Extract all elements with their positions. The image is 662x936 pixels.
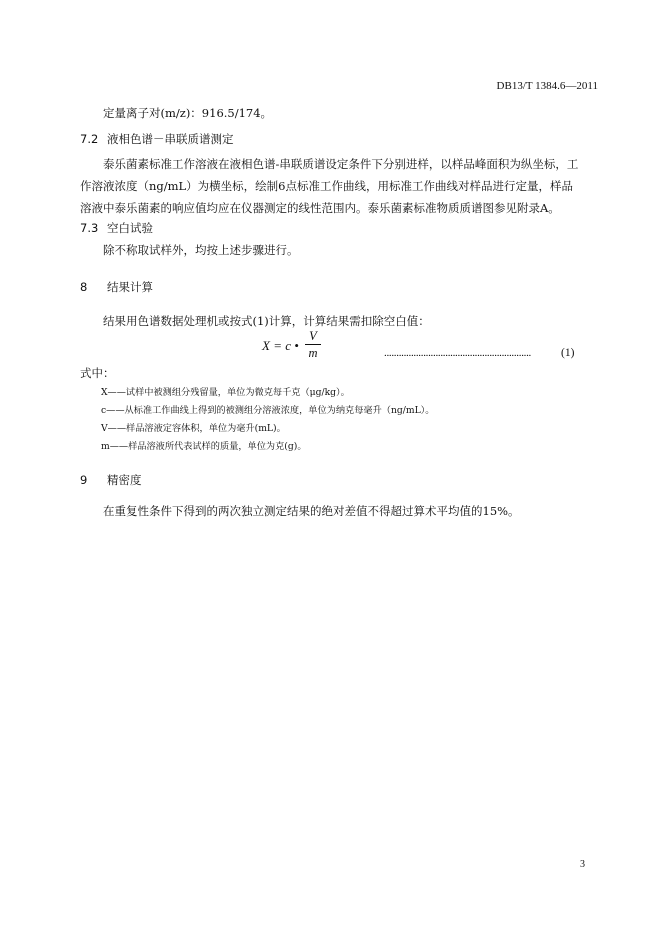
formula-leader-dots: ............................................................	[384, 347, 532, 359]
definition-m: m——样品溶液所代表试样的质量，单位为克(g)。	[101, 441, 307, 452]
section-7-3-body: 除不称取试样外，均按上述步骤进行。	[103, 243, 299, 257]
section-number: 7.2	[80, 132, 99, 146]
section-title: 精密度	[107, 473, 142, 487]
fraction-bar	[305, 344, 321, 345]
section-title: 空白试验	[107, 221, 153, 235]
section-7-2-body: 泰乐菌素标准工作溶液在液相色谱-串联质谱设定条件下分别进样，以样品峰面积为纵坐标，工作溶液浓度（ng/mL）为横坐标，绘制6点标准工作曲线，用标准工作曲线对样品进行定量，样品溶液中泰乐菌素的响应值均应在仪器测定的线性范围内。泰乐菌素标准物质质谱图参见附录A。	[80, 157, 579, 215]
formula-numerator: V	[309, 329, 317, 343]
formula-lhs: X = c •	[262, 338, 299, 353]
definition-c: c——从标准工作曲线上得到的被测组分溶液浓度，单位为纳克每毫升（ng/mL）。	[101, 405, 435, 416]
section-7-3-heading	[80, 220, 153, 236]
formula-fraction	[305, 329, 321, 360]
section-9-heading	[80, 472, 142, 488]
definition-x: X——试样中被测组分残留量，单位为微克每千克（μg/kg）。	[101, 387, 350, 398]
formula-number: (1)	[561, 347, 575, 359]
quantitative-ion-pair-line: 定量离子对(m/z)：916.5/174。	[103, 106, 273, 120]
page-number: 3	[580, 859, 585, 870]
where-label: 式中：	[80, 366, 115, 380]
standard-code-header: DB13/T 1384.6—2011	[496, 80, 598, 92]
section-number: 9	[80, 473, 88, 487]
formula-denominator: m	[308, 346, 318, 360]
section-8-body: 结果用色谱数据处理机或按式(1)计算，计算结果需扣除空白值：	[103, 314, 430, 328]
definition-v: V——样品溶液定容体积，单位为毫升(mL)。	[101, 423, 286, 434]
section-9-body: 在重复性条件下得到的两次独立测定结果的绝对差值不得超过算术平均值的15%。	[103, 504, 520, 518]
section-number: 8	[80, 280, 88, 294]
section-7-2-heading	[80, 131, 234, 147]
section-8-heading	[80, 279, 153, 295]
section-title: 结果计算	[107, 280, 153, 294]
section-number: 7.3	[80, 221, 99, 235]
section-title: 液相色谱－串联质谱测定	[107, 132, 234, 146]
